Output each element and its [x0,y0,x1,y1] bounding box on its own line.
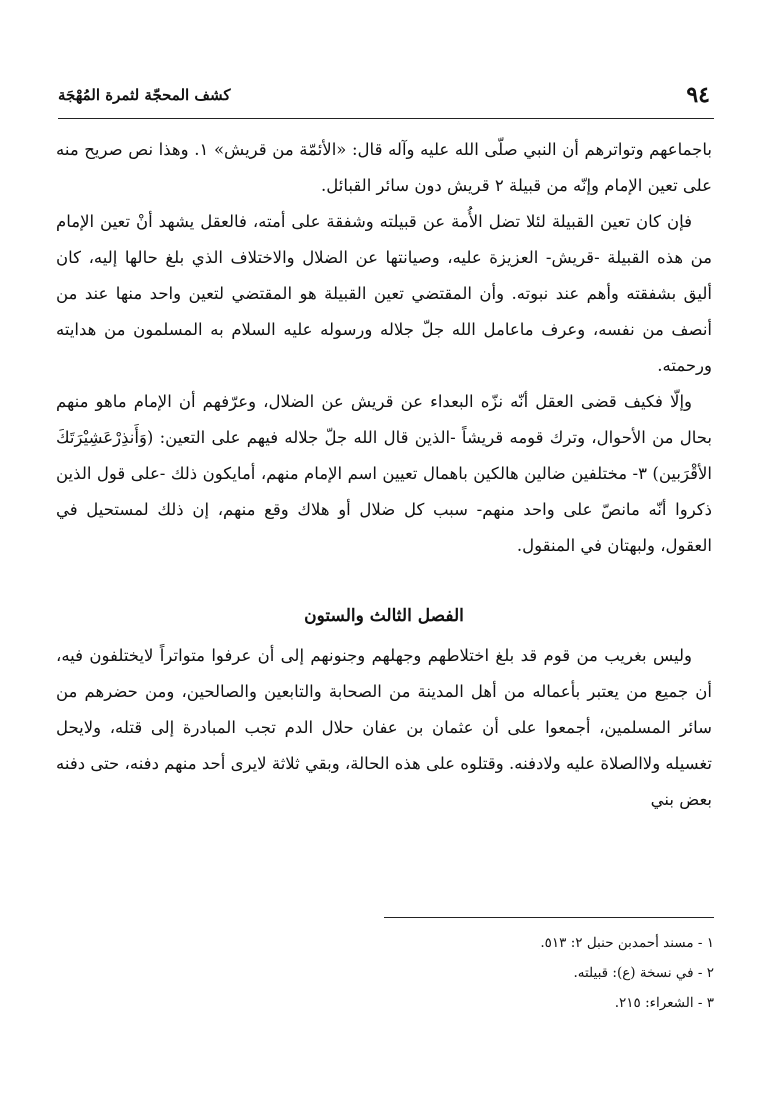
footnote: ١ - مسند أحمدبن حنبل ٢: ٥١٣. [540,935,714,951]
header-divider [58,118,714,119]
paragraph: فإن كان تعين القبيلة لئلا تضل الأُمة عن قبيلته وشفقة على أمته، فالعقل يشهد أنْ تعين الإمام من هذه القبيلة -قريش- العزيزة عليه، وصيانتها عن الضلال والاختلاف الذي بلغ حالها إليه، كان أليق بشفقته وأهم عند نبوته. وأن المقتضي تعين القبيلة هو المقتضي لتعين واحد منها عند من أنصف من نفسه، وعرف ماعامل الله جلّ جلاله ورسوله عليه السلام به المسلمون من هدايته ورحمته. [56,212,712,375]
paragraph: باجماعهم وتواترهم أن النبي صلّى الله عليه وآله قال: «الأئمّة من قريش» ١. وهذا نص صريح منه على تعين الإمام وإنّه من قبيلة ٢ قريش دون سائر القبائل. [56,140,712,195]
page-number: ٩٤ [686,82,710,108]
footnotes [200,928,714,1018]
footnote: ٢ - في نسخة (ع): قبيلته. [573,965,714,981]
section-heading: الفصل الثالث والستون [304,606,464,626]
paragraph: وليس بغريب من قوم قد بلغ اختلاطهم وجهلهم وجنونهم إلى أن عرفوا متواتراً لايختلفون فيه، أن جميع من يعتبر بأعماله من أهل المدينة من الصحابة والتابعين والصالحين، ومن حضرهم من سائر المسلمين، أجمعوا على أن عثمان بن عفان حلال الدم تجب المبادرة إلى قتله، ولايحل تغسيله ولاالصلاة عليه ولادفنه. وقتلوه على هذه الحالة، وبقي ثلاثة لايرى أحد منهم دفنه، حتى دفنه بعض بني [56,646,712,809]
footnote-divider [384,917,714,918]
paragraph: وإلّا فكيف قضى العقل أنّه نزّه البعداء عن قريش عن الضلال، وعرّفهم أن الإمام ماهو منهم بحال من الأحوال، وترك قومه قريشاً -الذين قال الله جلّ جلاله فيهم على التعين: (وَأَنذِرْعَشِيْرَتَكَ الأقْرَبين) ٣- مختلفين ضالين هالكين باهمال تعيين اسم الإمام منهم، أمايكون ذلك -على قول الذين ذكروا أنّه مانصّ على واحد منهم- سبب كل ضلال أو هلاك وقع منهم، إن ذلك لمستحيل في العقول، ولبهتان في المنقول. [56,392,712,555]
running-head [58,82,710,108]
running-title: كشف المحجّة لثمرة المُهْجَة [58,86,231,104]
footnote: ٣ - الشعراء: ٢١٥. [614,995,714,1011]
main-text [56,132,712,818]
